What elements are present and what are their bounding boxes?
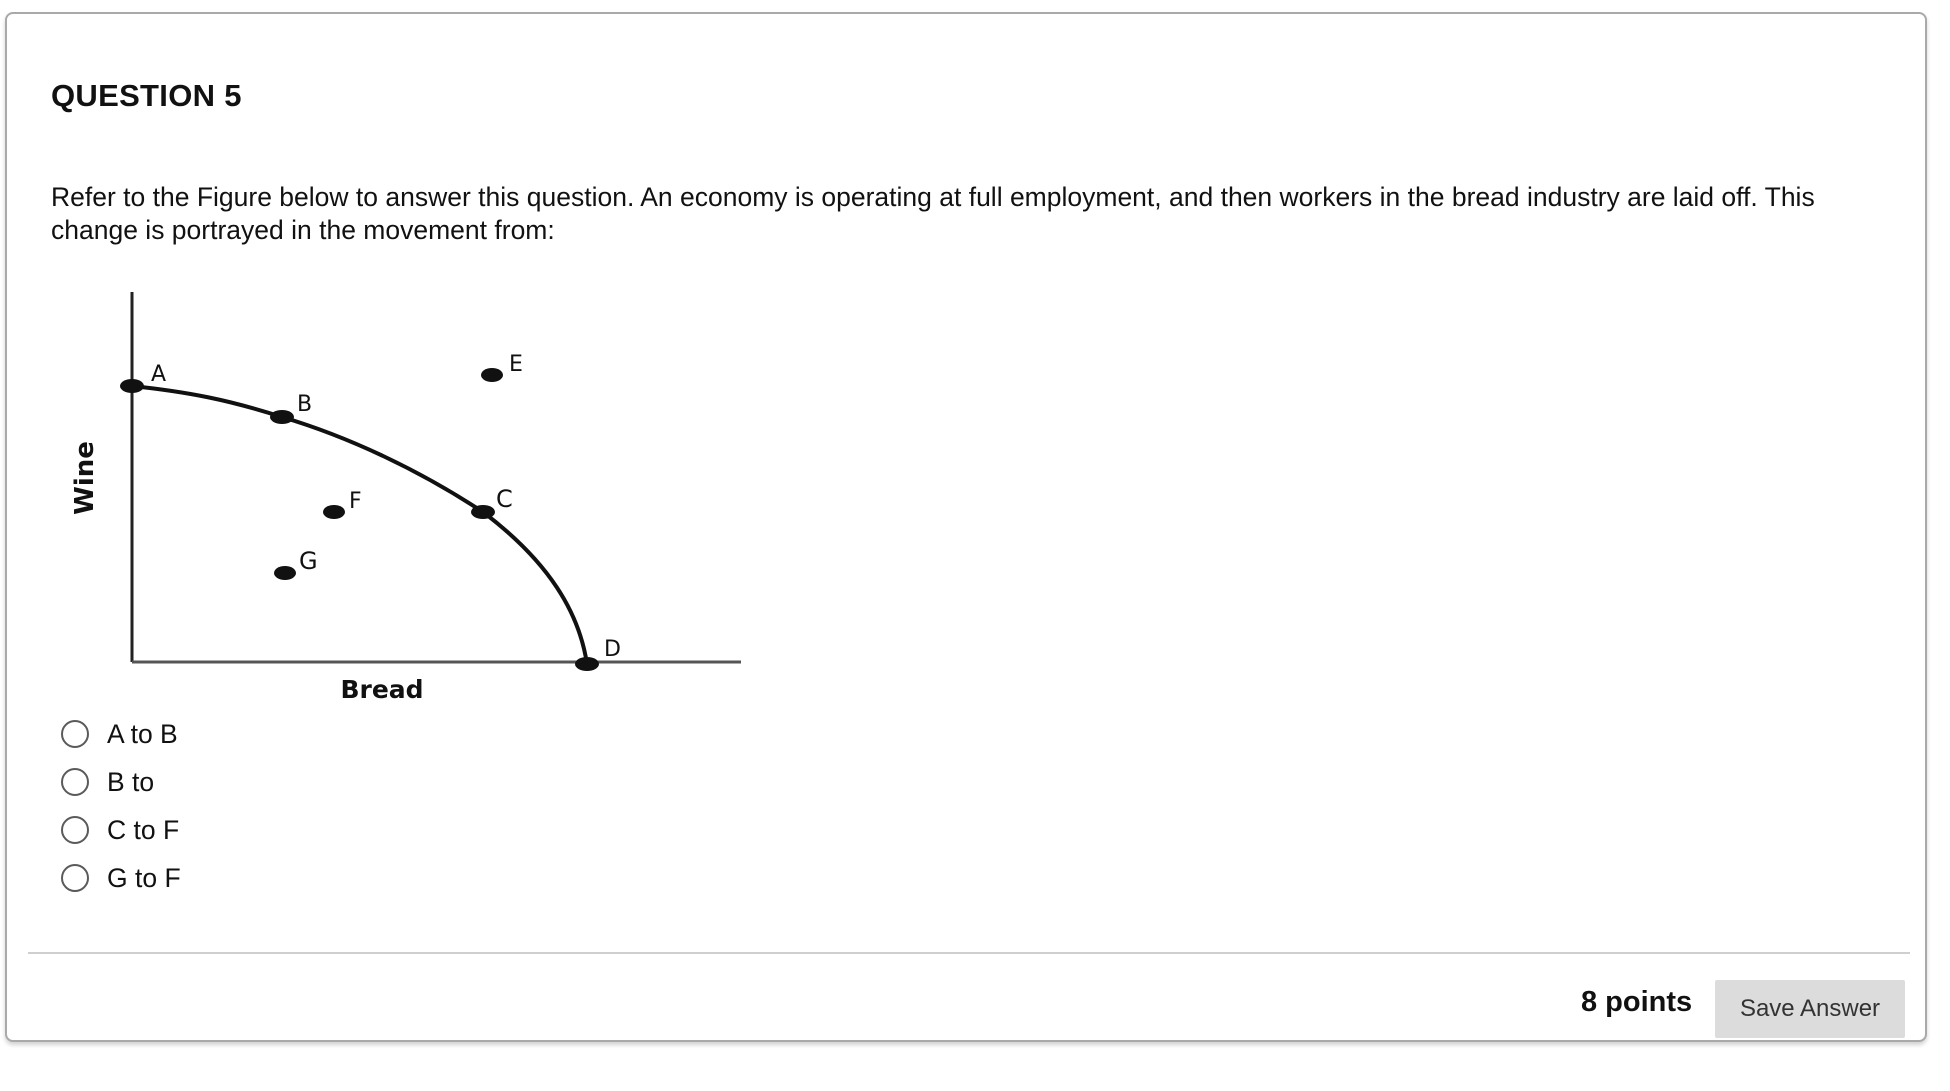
radio-button[interactable]	[61, 768, 89, 796]
point-e-label: E	[509, 352, 523, 377]
point-g-dot	[274, 566, 296, 580]
point-g-label: G	[299, 547, 318, 575]
points-value: 8 points	[1581, 986, 1693, 1018]
point-a-dot	[120, 379, 144, 393]
point-c-label: C	[496, 485, 513, 513]
save-answer-button[interactable]: Save Answer	[1715, 980, 1905, 1038]
point-a-label: A	[151, 362, 167, 387]
question-text: Refer to the Figure below to answer this question. An economy is operating at full employment, and then workers in the bread industry are laid off. This change is portrayed in the movement from:	[51, 182, 1815, 245]
point-e-dot	[481, 368, 503, 382]
answer-option[interactable]	[61, 758, 181, 806]
x-axis-label: Bread	[340, 675, 424, 704]
ppf-figure	[59, 282, 759, 712]
answer-option[interactable]	[61, 854, 181, 902]
radio-button[interactable]	[61, 864, 89, 892]
y-axis-label: Wine	[70, 441, 100, 515]
answer-option[interactable]	[61, 710, 181, 758]
point-b-dot	[270, 410, 294, 424]
question-title: QUESTION 5	[51, 78, 242, 113]
answer-options	[61, 710, 181, 902]
answer-label[interactable]: C to F	[107, 814, 180, 845]
point-f-dot	[323, 505, 345, 519]
radio-button[interactable]	[61, 720, 89, 748]
answer-label[interactable]: B to	[107, 766, 155, 797]
ppf-curve	[132, 386, 587, 664]
radio-button[interactable]	[61, 816, 89, 844]
point-b-label: B	[297, 392, 313, 417]
answer-label[interactable]: G to F	[107, 862, 181, 893]
point-d-label: D	[604, 637, 621, 662]
point-c-dot	[471, 505, 495, 519]
point-d-dot	[575, 657, 599, 671]
question-card	[5, 12, 1927, 1042]
answer-option[interactable]	[61, 806, 181, 854]
answer-label[interactable]: A to B	[107, 718, 178, 749]
point-f-label: F	[349, 489, 362, 514]
footer-divider	[28, 952, 1910, 954]
